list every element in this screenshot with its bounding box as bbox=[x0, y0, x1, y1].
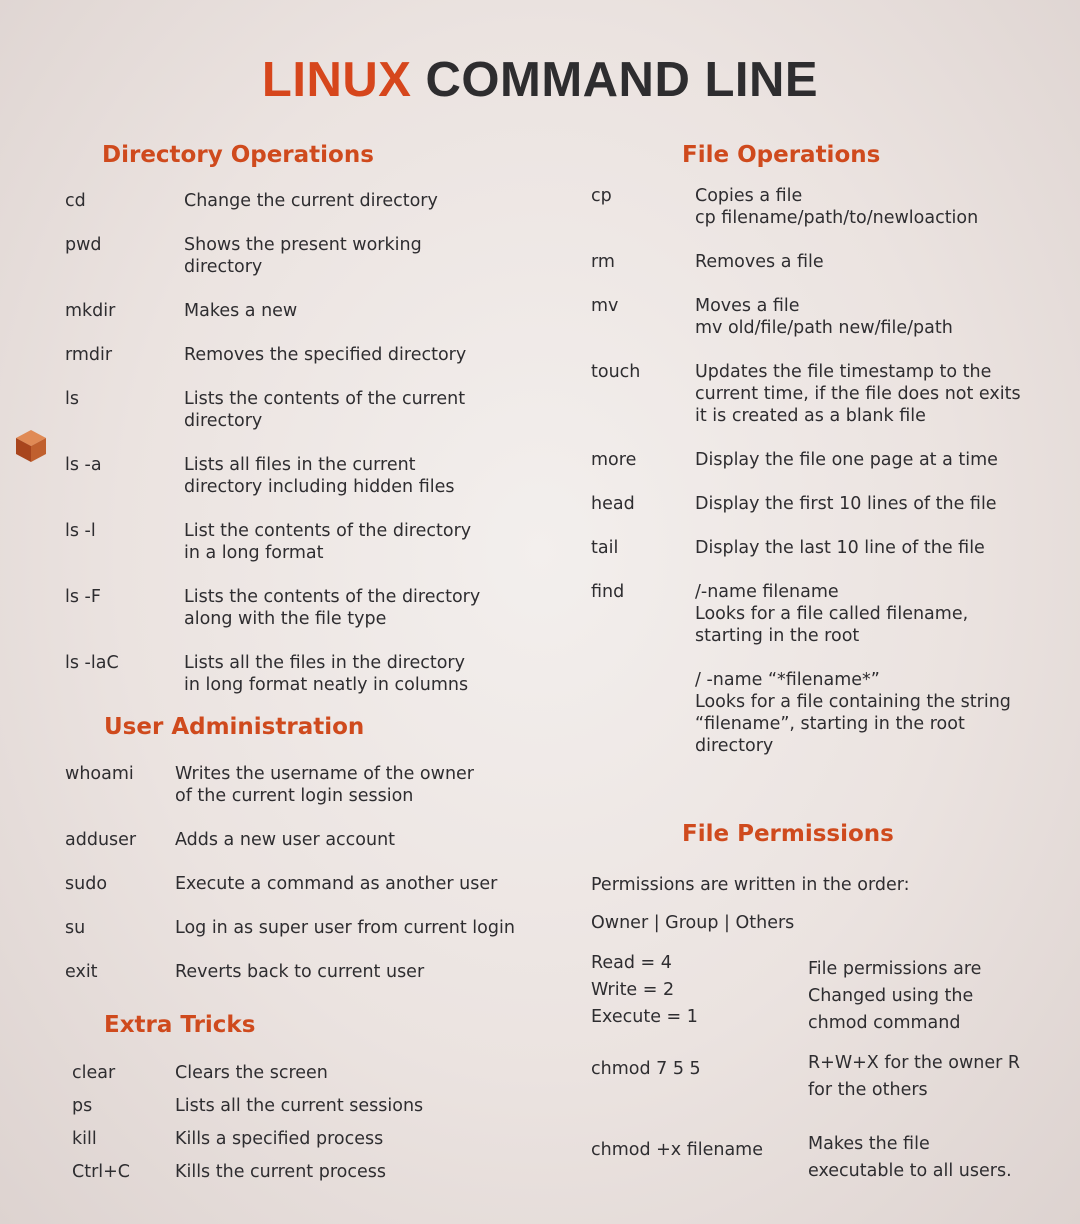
cmd-ls-l: ls -l bbox=[65, 521, 96, 541]
heading-directory-operations: Directory Operations bbox=[102, 142, 374, 168]
cmd-rmdir: rmdir bbox=[65, 345, 113, 365]
heading-file-operations: File Operations bbox=[682, 142, 881, 168]
cmd-adduser: adduser bbox=[65, 830, 137, 850]
chmod-755-cmd: chmod 7 5 5 bbox=[591, 1059, 701, 1079]
title-main: COMMAND LINE bbox=[411, 53, 819, 107]
desc-ls-l: List the contents of the directory in a long format bbox=[184, 521, 472, 563]
chmod-x-desc: Makes the file executable to all users. bbox=[808, 1134, 1012, 1181]
desc-ps: Lists all the current sessions bbox=[175, 1096, 424, 1116]
desc-find-string: / -name “*filename*” Looks for a file containing the string “filename”, starting in the root directory bbox=[695, 670, 1011, 756]
heading-user-administration: User Administration bbox=[104, 714, 365, 740]
permissions-values: Read = 4 Write = 2 Execute = 1 bbox=[591, 953, 698, 1027]
cmd-kill: kill bbox=[72, 1129, 97, 1149]
cmd-cd: cd bbox=[65, 191, 86, 211]
heading-extra-tricks: Extra Tricks bbox=[104, 1012, 256, 1038]
cmd-ps: ps bbox=[72, 1096, 93, 1116]
title-accent: LINUX bbox=[261, 53, 412, 107]
cmd-su: su bbox=[65, 918, 86, 938]
permissions-values-note: File permissions are Changed using the chmod command bbox=[808, 959, 982, 1033]
cmd-exit: exit bbox=[65, 962, 98, 982]
desc-ls: Lists the contents of the current directory bbox=[184, 389, 466, 431]
cmd-tail: tail bbox=[591, 538, 619, 558]
cmd-ls-a: ls -a bbox=[65, 455, 102, 475]
desc-pwd: Shows the present working directory bbox=[184, 235, 422, 277]
cmd-rm: rm bbox=[591, 252, 615, 272]
cmd-cp: cp bbox=[591, 186, 612, 206]
cmd-find: find bbox=[591, 582, 625, 602]
desc-exit: Reverts back to current user bbox=[175, 962, 425, 982]
desc-touch: Updates the file timestamp to the current time, if the file does not exits it is created as a blank file bbox=[695, 362, 1021, 426]
desc-rm: Removes a file bbox=[695, 252, 824, 272]
permissions-order: Owner | Group | Others bbox=[591, 913, 795, 933]
cmd-touch: touch bbox=[591, 362, 641, 382]
cmd-mkdir: mkdir bbox=[65, 301, 116, 321]
cube-icon bbox=[14, 428, 48, 464]
desc-ls-a: Lists all files in the current directory including hidden files bbox=[184, 455, 455, 497]
chmod-755-desc: R+W+X for the owner R for the others bbox=[808, 1053, 1021, 1100]
desc-adduser: Adds a new user account bbox=[175, 830, 396, 850]
permissions-order-text: Permissions are written in the order: bbox=[591, 875, 910, 895]
desc-mkdir: Makes a new bbox=[184, 301, 298, 321]
desc-whoami: Writes the username of the owner of the current login session bbox=[175, 764, 475, 806]
cmd-pwd: pwd bbox=[65, 235, 102, 255]
cmd-ls: ls bbox=[65, 389, 79, 409]
desc-tail: Display the last 10 line of the file bbox=[695, 538, 985, 558]
desc-sudo: Execute a command as another user bbox=[175, 874, 498, 894]
desc-ls-F: Lists the contents of the directory along with the file type bbox=[184, 587, 481, 629]
desc-su: Log in as super user from current login bbox=[175, 918, 515, 938]
desc-clear: Clears the screen bbox=[175, 1063, 328, 1083]
cmd-sudo: sudo bbox=[65, 874, 108, 894]
desc-mv: Moves a file mv old/file/path new/file/path bbox=[695, 296, 953, 338]
desc-more: Display the file one page at a time bbox=[695, 450, 998, 470]
chmod-x-cmd: chmod +x filename bbox=[591, 1140, 764, 1160]
page-title bbox=[0, 52, 1080, 108]
cmd-clear: clear bbox=[72, 1063, 116, 1083]
cmd-mv: mv bbox=[591, 296, 619, 316]
desc-cp: Copies a file cp filename/path/to/newloaction bbox=[695, 186, 979, 228]
desc-ctrl-c: Kills the current process bbox=[175, 1162, 386, 1182]
heading-file-permissions: File Permissions bbox=[682, 821, 894, 847]
cmd-ls-laC: ls -laC bbox=[65, 653, 119, 673]
cmd-ctrl-c: Ctrl+C bbox=[72, 1162, 131, 1182]
cmd-more: more bbox=[591, 450, 637, 470]
desc-find: /-name filename Looks for a file called filename, starting in the root bbox=[695, 582, 969, 646]
desc-kill: Kills a specified process bbox=[175, 1129, 384, 1149]
cmd-head: head bbox=[591, 494, 635, 514]
desc-rmdir: Removes the specified directory bbox=[184, 345, 467, 365]
cmd-ls-F: ls -F bbox=[65, 587, 101, 607]
desc-cd: Change the current directory bbox=[184, 191, 438, 211]
desc-head: Display the first 10 lines of the file bbox=[695, 494, 997, 514]
desc-ls-laC: Lists all the files in the directory in long format neatly in columns bbox=[184, 653, 469, 695]
cmd-whoami: whoami bbox=[65, 764, 134, 784]
